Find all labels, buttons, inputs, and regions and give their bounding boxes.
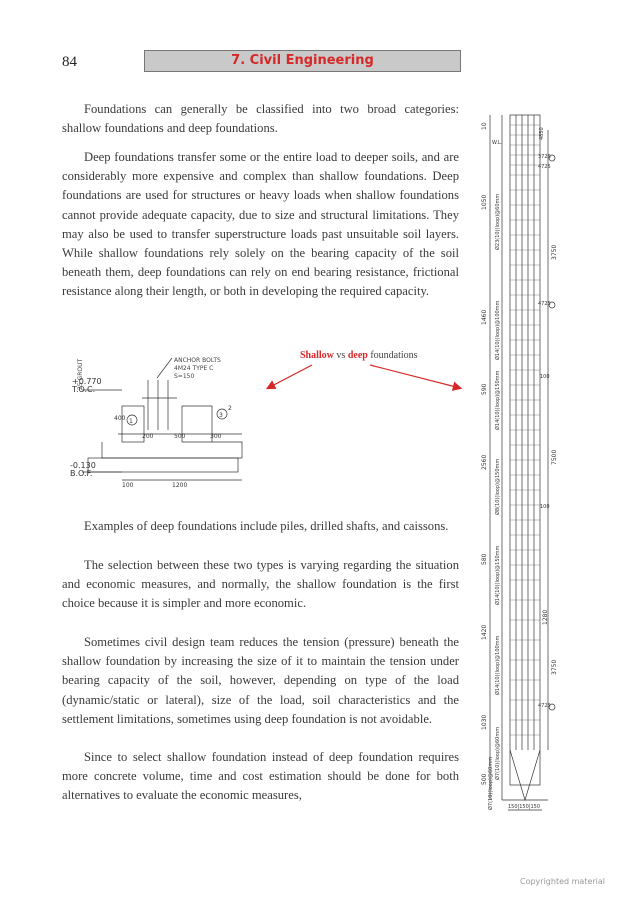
dim-100a: 100	[540, 374, 550, 380]
chapter-title: 7. Civil Engineering	[144, 50, 461, 72]
top-level: +0.770	[72, 377, 102, 386]
dim-1280: 1280	[542, 609, 549, 625]
paragraph-1: Foundations can generally be classified into two broad categories: shallow foundations and deep foundations.	[62, 102, 459, 136]
rebar-3: Ø14(10)(loop)@150mm	[495, 370, 501, 430]
anchor-spec: 4M24 TYPE C	[174, 365, 214, 372]
dim-100b: 100	[540, 504, 550, 510]
deep-pile-drawing	[472, 110, 567, 815]
pile-dim-1050: 1050	[481, 194, 488, 210]
caption-shallow: Shallow	[300, 350, 334, 361]
pile-dim-590: 590	[481, 383, 488, 395]
tip-dims: 150|150|150	[508, 804, 540, 810]
elev-4850: 4850	[539, 127, 545, 140]
marker-2: 2	[228, 405, 232, 412]
paragraph-3: Examples of deep foundations include piles, drilled shafts, and caissons.	[84, 519, 449, 533]
dim-400: 400	[114, 415, 126, 422]
anchor-s: S=150	[174, 373, 195, 380]
shallow-footing-drawing	[62, 350, 262, 490]
paragraph-2: Deep foundations transfer some or the entire load to deeper soils, and are considerably more expensive and complex than shallow foundations. Deep foundations are used for structures or heavy loads when shallow foundations cannot provide adequate capacity, due to size and structural limitations. They may also be used to transfer superstructure loads past unsuitable soil layers. While shallow foundations rely solely on the bearing capacity of the soil beneath them, deep foundations can rely on end bearing resistance, frictional resistance along their length, or both in developing the required capacity.	[62, 150, 459, 299]
rebar-2: Ø14(10)(loop)@100mm	[495, 300, 501, 360]
caption-end: foundations	[367, 350, 418, 361]
bottom-level: -0.130	[70, 461, 96, 470]
rebar-8: Ø7(10)(loop)@60mm	[488, 756, 494, 810]
dim-100: 100	[122, 482, 134, 489]
caption-arrows	[260, 360, 470, 400]
rebar-4: Ø8(10)(loop)@150mm	[495, 458, 501, 515]
rebar-7: Ø7(10)(loop)@60mm	[495, 726, 501, 780]
dim-200: 200	[142, 433, 154, 440]
dim-3750: 3750	[551, 244, 558, 260]
caption-deep: deep	[347, 350, 368, 361]
paragraph-6: Since to select shallow foundation instead of deep foundation requires more concrete volume, time and cost estimation should be done for both alternatives to evaluate the economic measures,	[62, 750, 459, 803]
arrow-left	[268, 365, 312, 388]
pile-dim-500: 500	[481, 773, 488, 785]
pile-dim-580: 580	[481, 553, 488, 565]
caption-vs: vs	[333, 350, 348, 361]
rebar-6: Ø14(10)(loop)@100mm	[495, 635, 501, 695]
page-number: 84	[62, 54, 77, 70]
elev-4725b: 4725	[538, 301, 551, 307]
marker-1: 1	[129, 418, 133, 425]
elev-4725c: 4725	[538, 703, 551, 709]
rebar-1: Ø23(10)(loop)@60mm	[495, 193, 501, 250]
marker-3: 3	[219, 412, 223, 419]
pile-dim-2560: 2560	[481, 454, 488, 470]
rebar-5: Ø14(10)(loop)@150mm	[495, 545, 501, 605]
level-mark: W.L.	[492, 140, 503, 146]
pile-dim-1460: 1460	[481, 309, 488, 325]
pile-dim-1030: 1030	[481, 714, 488, 730]
top-label: T.O.C.	[72, 385, 96, 394]
dim-3750b: 3750	[551, 659, 558, 675]
dim-7500: 7500	[551, 449, 558, 465]
anchor-label: ANCHOR BOLTS	[174, 357, 221, 364]
dim-1200: 1200	[172, 482, 188, 489]
paragraph-5: Sometimes civil design team reduces the tension (pressure) beneath the shallow foundation by increasing the size of it to maintain the tension under bearing capacity of the soil, however, depending on type of the load (dynamic/static or lateral), size of the load, soil characteristics and the settlement limitations, sometimes using deep foundation is not avoidable.	[62, 635, 459, 726]
paragraph-4: The selection between these two types is varying regarding the situation and economic measures, and normally, the shallow foundation is the first choice because it is simpler and more economic.	[62, 558, 459, 611]
grout-label: 25 GROUT	[77, 358, 84, 390]
pile-dim-1420: 1420	[481, 624, 488, 640]
pile-dim-10: 10	[481, 122, 488, 130]
dim-500: 500	[174, 433, 186, 440]
copyright-watermark: Copyrighted material	[520, 877, 606, 886]
arrow-right	[370, 365, 460, 388]
elev-4725a: 4725	[538, 164, 551, 170]
bottom-label: B.O.F.	[70, 469, 93, 478]
elev-3726: 3726	[538, 154, 551, 160]
dim-300: 300	[210, 433, 222, 440]
